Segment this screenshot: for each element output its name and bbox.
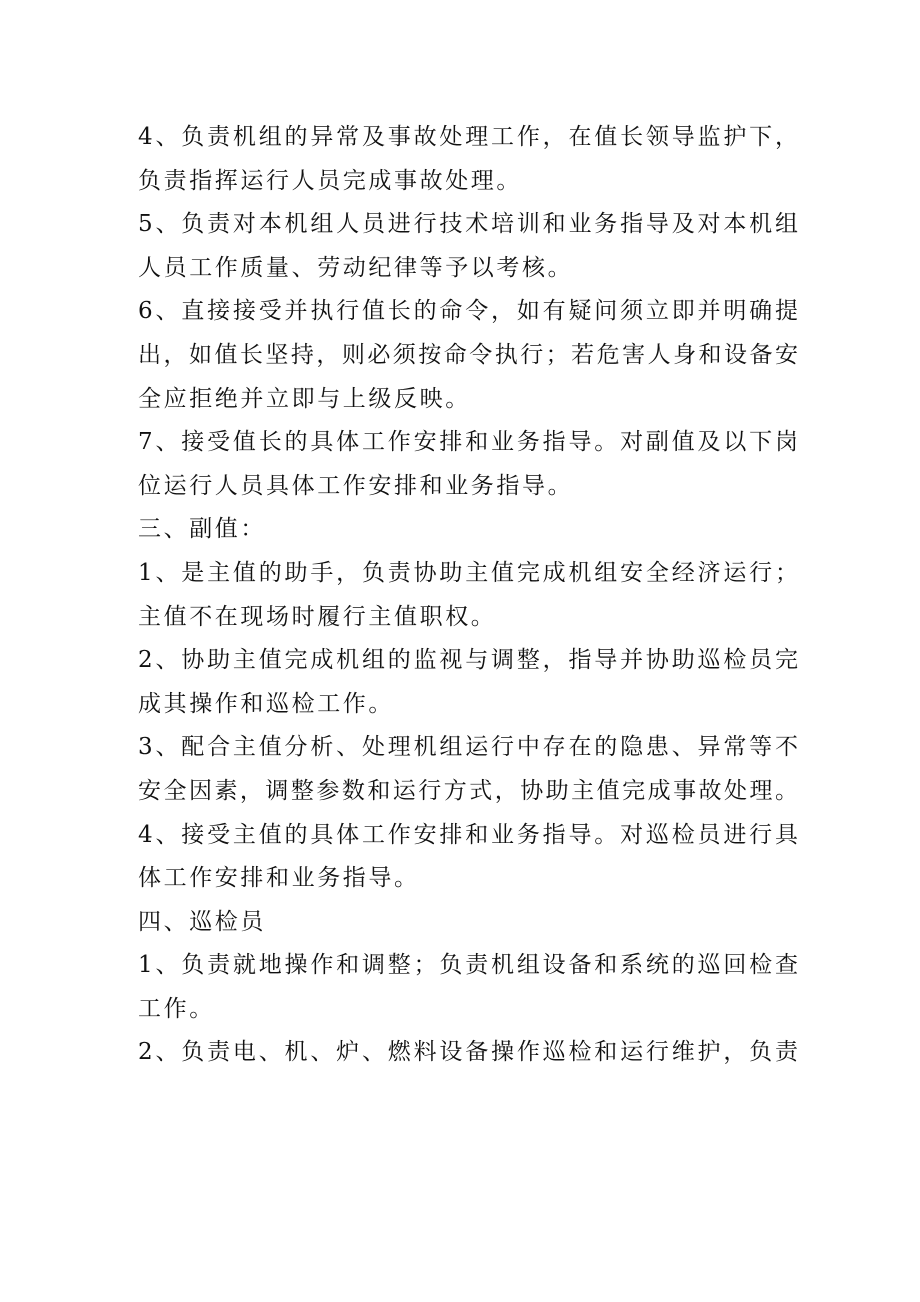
text-line: 7、接受值长的具体工作安排和业务指导。对副值及以下岗 xyxy=(138,429,798,456)
text-line: 出，如值长坚持，则必须按命令执行；若危害人身和设备安 xyxy=(138,341,798,368)
text-line: 人员工作质量、劳动纪律等予以考核。 xyxy=(138,254,574,281)
text-line: 负责指挥运行人员完成事故处理。 xyxy=(138,167,522,194)
text-line: 5、负责对本机组人员进行技术培训和业务指导及对本机组 xyxy=(138,211,798,238)
text-line: 全应拒绝并立即与上级反映。 xyxy=(138,385,471,412)
text-line: 成其操作和巡检工作。 xyxy=(138,690,394,717)
text-line: 体工作安排和业务指导。 xyxy=(138,865,420,892)
text-line: 4、接受主值的具体工作安排和业务指导。对巡检员进行具 xyxy=(138,821,798,848)
text-line: 1、负责就地操作和调整；负责机组设备和系统的巡回检查 xyxy=(138,952,798,979)
text-line: 4、负责机组的异常及事故处理工作，在值长领导监护下， xyxy=(138,124,798,150)
text-line: 2、负责电、机、炉、燃料设备操作巡检和运行维护，负责 xyxy=(138,1039,798,1066)
text-line: 主值不在现场时履行主值职权。 xyxy=(138,603,497,630)
text-line: 2、协助主值完成机组的监视与调整，指导并协助巡检员完 xyxy=(138,647,798,674)
text-line: 四、巡检员 xyxy=(138,908,266,935)
text-line: 安全因素，调整参数和运行方式，协助主值完成事故处理。 xyxy=(138,777,798,804)
text-line: 工作。 xyxy=(138,995,215,1022)
text-line: 位运行人员具体工作安排和业务指导。 xyxy=(138,472,574,499)
text-line: 6、直接接受并执行值长的命令，如有疑问须立即并明确提 xyxy=(138,298,798,325)
text-line: 3、配合主值分析、处理机组运行中存在的隐患、异常等不 xyxy=(138,734,798,761)
text-line: 1、是主值的助手，负责协助主值完成机组安全经济运行； xyxy=(138,559,798,586)
text-line: 三、副值： xyxy=(138,516,266,543)
document-page xyxy=(138,116,798,1075)
